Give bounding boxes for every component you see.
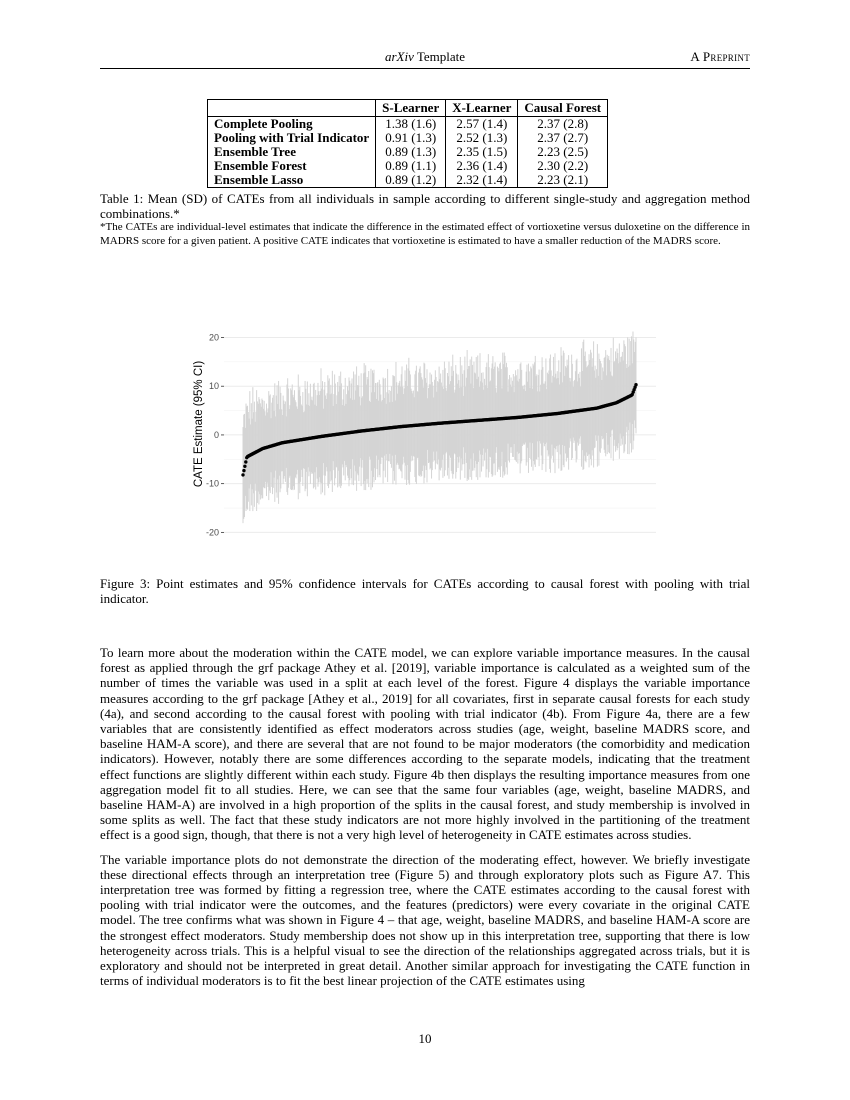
point-estimate (241, 473, 244, 476)
table-cell: 1.38 (1.6) (376, 117, 446, 132)
y-tick-label: 0 (213, 429, 219, 440)
table-cell: 2.32 (1.4) (446, 173, 518, 188)
table-row-label: Ensemble Forest (208, 159, 376, 173)
running-header (100, 48, 750, 69)
header-template: Template (416, 49, 466, 64)
point-estimate (243, 465, 246, 468)
table-column-header: X-Learner (446, 100, 518, 117)
table-column-header: Causal Forest (518, 100, 608, 117)
table-cell: 2.37 (2.8) (518, 117, 608, 132)
y-tick-label: -10 (205, 478, 219, 489)
table-cell: 2.23 (2.1) (518, 173, 608, 188)
body-text (100, 645, 750, 997)
table-row (208, 159, 608, 173)
table-cell: 2.36 (1.4) (446, 159, 518, 173)
table-column-header (208, 100, 376, 117)
table-cell: 0.89 (1.1) (376, 159, 446, 173)
y-tick-label: -20 (205, 527, 219, 538)
table-cell: 2.23 (2.5) (518, 145, 608, 159)
table-row (208, 131, 608, 145)
cate-chart (185, 318, 665, 558)
table-cell: 2.52 (1.3) (446, 131, 518, 145)
header-journal: arXiv (384, 49, 414, 64)
table-footnote: *The CATEs are individual-level estimates that indicate the difference in the estimated effect of vortioxetine versus duloxetine on the difference in MADRS score for a given patient. A positive CATE indicates that vortioxetine is estimated to have a smaller reduction of the MADRS score. (100, 221, 750, 247)
y-axis-label: CATE Estimate (95% CI) (193, 360, 205, 488)
table-row (208, 145, 608, 159)
paragraph: The variable importance plots do not demonstrate the direction of the moderating effect, however. We briefly investigate these directional effects through an interpretation tree (Figure 5) and through exploratory plots such as Figure A7. This interpretation tree was formed by fitting a regression tree, where the CATE estimates according to the causal forest with pooling with trial indicator were the outcomes, and the features (predictors) were every covariate in the original CATE model. The tree confirms what was shown in Figure 4 – that age, weight, baseline MADRS, and baseline HAM-A score are the strongest effect moderators. Study membership does not show up in this interpretation tree, supporting that there is low heterogeneity across trials. This is a helpful visual to see the direction of the relationships aggregated across trials, but it is exploratory and should not be interpreted in great detail. Another similar approach for investigating the CATE function in terms of individual moderators is to fit the best linear projection of the CATE estimates using (100, 851, 750, 989)
y-axis-ticks (206, 332, 224, 537)
header-title (100, 49, 750, 65)
table-row-label: Pooling with Trial Indicator (208, 131, 376, 145)
table-cell: 2.30 (2.2) (518, 159, 608, 173)
paragraph: To learn more about the moderation within the CATE model, we can explore variable importance measures. In the causal forest as applied through the grf package Athey et al. [2019], variable importance is calculated as a weighted sum of the number of times the variable was used in a split at each level of the forest. Figure 4 displays the variable importance measures according to the grf package [Athey et al., 2019] for all covariates, first in separate causal forests for each study (4a), and second according to the causal forest with pooling with trial indicator (4b). From Figure 4a, there are a few variables that are consistently identified as effect moderators across studies (age, weight, baseline MADRS score, and baseline HAM-A score), and there are several that are not found to be major moderators (the comorbidity and medication indicators). However, notably there are some differences according to the separate models, indicating that the treatment effect functions are slightly different within each study. Figure 4b then displays the resulting importance measures from one aggregation model fit to all studies. Here, we can see that the same four variables (age, weight, baseline MADRS, and baseline HAM-A) are involved in a high proportion of the splits in the causal forest, and study membership is involved in some splits as well. The fact that these study indicators are not more highly involved in the partitioning of the treatment effect is a good sign, though, that there is not a very high level of heterogeneity in CATE estimates across studies. (100, 645, 750, 843)
table-cell: 2.35 (1.5) (446, 145, 518, 159)
point-estimate (244, 460, 247, 463)
table-cell: 0.91 (1.3) (376, 131, 446, 145)
y-tick-label: 10 (208, 381, 219, 392)
table-column-header: S-Learner (376, 100, 446, 117)
point-estimate (634, 383, 637, 386)
table-row-label: Complete Pooling (208, 117, 376, 132)
table-caption: Table 1: Mean (SD) of CATEs from all individuals in sample according to different single-study and aggregation method combinations.* (100, 191, 750, 221)
table-row-label: Ensemble Lasso (208, 173, 376, 188)
page-number: 10 (418, 1031, 432, 1046)
table-row-label: Ensemble Tree (208, 145, 376, 159)
results-table (207, 99, 608, 188)
table-row (208, 173, 608, 188)
table-header-row (208, 100, 608, 117)
table-cell: 0.89 (1.3) (376, 145, 446, 159)
table-cell: 2.37 (2.7) (518, 131, 608, 145)
header-preprint-label: A Preprint (690, 49, 750, 64)
y-tick-label: 20 (208, 332, 219, 343)
point-estimate (242, 469, 245, 472)
figure-caption: Figure 3: Point estimates and 95% confidence intervals for CATEs according to causal forest with pooling with trial indicator. (100, 576, 750, 606)
table-row (208, 117, 608, 132)
table-cell: 0.89 (1.2) (376, 173, 446, 188)
table-cell: 2.57 (1.4) (446, 117, 518, 132)
